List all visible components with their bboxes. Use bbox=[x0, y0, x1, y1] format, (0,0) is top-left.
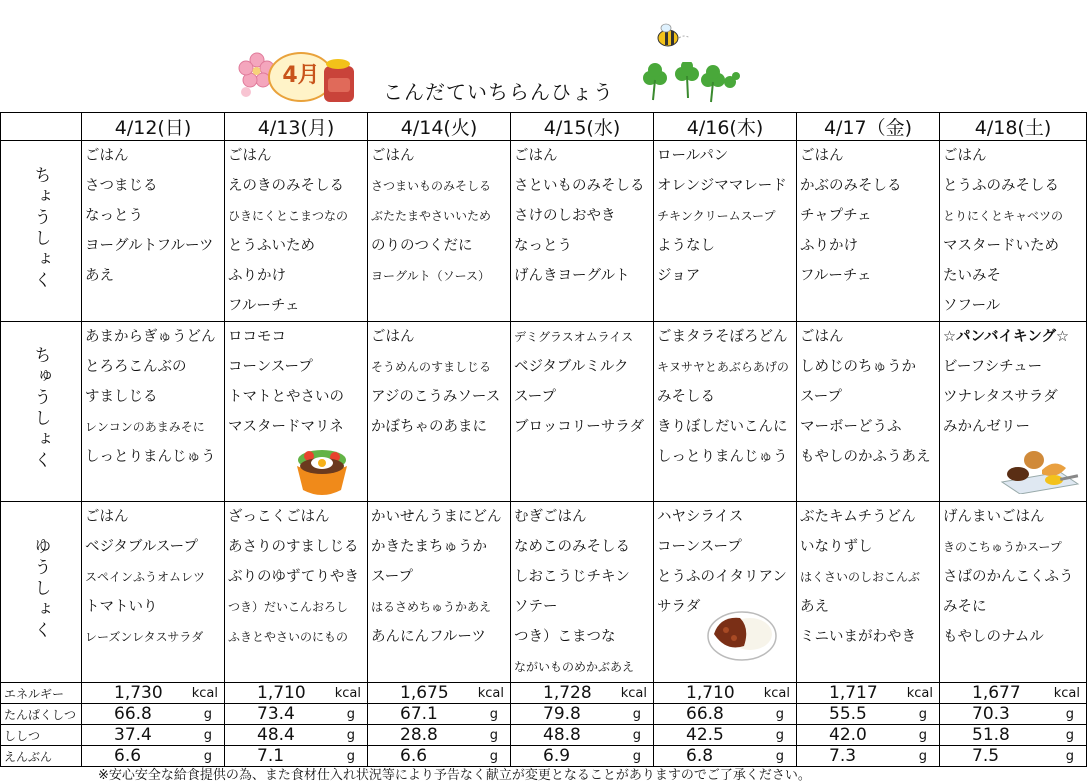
menu-item: みそしる bbox=[657, 389, 715, 405]
menu-item: なっとう bbox=[514, 238, 572, 254]
menu-item: ごはん bbox=[943, 148, 987, 164]
nutrition-cell: 79.8 g bbox=[511, 704, 654, 725]
menu-item: フルーチェ bbox=[800, 268, 872, 284]
nutrition-cell: 6.9 g bbox=[511, 746, 654, 767]
meal-cell bbox=[654, 322, 797, 502]
menu-item: ビーフシチュー bbox=[943, 359, 1043, 375]
menu-item: むぎごはん bbox=[514, 509, 587, 525]
menu-item: しおこうじチキン bbox=[514, 569, 630, 585]
menu-item: ☆パンバイキング☆ bbox=[943, 329, 1070, 345]
nutrition-cell: 6.6 g bbox=[82, 746, 225, 767]
menu-item: すましじる bbox=[85, 389, 158, 405]
menu-item: ぶたたまやさいいため bbox=[371, 209, 492, 223]
menu-item: あえ bbox=[85, 268, 114, 284]
breakfast-row bbox=[1, 141, 1087, 322]
menu-item: げんまいごはん bbox=[943, 509, 1045, 525]
day-header-row bbox=[1, 113, 1087, 141]
nutrition-row-fat bbox=[1, 725, 1087, 746]
footnote: ※安心安全な給食提供の為、また食材仕入れ状況等により予告なく献立が変更となることがありますのでご了承ください。 bbox=[98, 768, 811, 783]
nutrition-cell: 66.8 g bbox=[654, 704, 797, 725]
meal-cell bbox=[225, 502, 368, 683]
menu-item: もやしのかふうあえ bbox=[800, 449, 931, 465]
menu-item: ベジタブルスープ bbox=[85, 539, 198, 555]
menu-item: マーボーどうふ bbox=[800, 419, 902, 435]
menu-item: アジのこうみソース bbox=[371, 389, 501, 405]
menu-item: あえ bbox=[800, 599, 829, 615]
meal-cell bbox=[511, 141, 654, 322]
nutrition-cell: 1,728 kcal bbox=[511, 683, 654, 704]
meal-cell bbox=[82, 322, 225, 502]
menu-item: しっとりまんじゅう bbox=[85, 449, 216, 465]
meal-cell bbox=[368, 141, 511, 322]
menu-item: ひきにくとこまつなの bbox=[228, 209, 349, 223]
menu-item: ごはん bbox=[371, 148, 415, 164]
menu-item: はくさいのしおこんぶ bbox=[800, 570, 921, 584]
nutrition-cell: 1,710 kcal bbox=[225, 683, 368, 704]
nutrition-cell: 1,730 kcal bbox=[82, 683, 225, 704]
nutrition-cell: 37.4 g bbox=[82, 725, 225, 746]
nutrition-row-energy bbox=[1, 683, 1087, 704]
nutrition-cell: 7.1 g bbox=[225, 746, 368, 767]
day-header: 4/15(水) bbox=[511, 113, 654, 141]
corner-cell bbox=[1, 113, 82, 141]
menu-item: ロコモコ bbox=[228, 329, 286, 345]
nutrition-cell: 48.4 g bbox=[225, 725, 368, 746]
nutrition-cell: 7.3 g bbox=[797, 746, 940, 767]
backpack-icon bbox=[318, 58, 360, 104]
lunch-row bbox=[1, 322, 1087, 502]
nutrition-cell: 70.3 g bbox=[940, 704, 1087, 725]
menu-item: とうふいため bbox=[228, 238, 315, 254]
menu-item: ヨーグルトフルーツ bbox=[85, 238, 214, 254]
month-badge: 4月 bbox=[268, 52, 334, 102]
menu-item: もやしのナムル bbox=[943, 629, 1044, 645]
menu-item: あまからぎゅうどん bbox=[85, 329, 216, 345]
menu-table-wrapper bbox=[0, 112, 1087, 767]
menu-item: かぼちゃのあまに bbox=[371, 419, 487, 435]
nutrition-cell: 1,717 kcal bbox=[797, 683, 940, 704]
nutrition-cell: 42.0 g bbox=[797, 725, 940, 746]
menu-item: キヌサヤとあぶらあげの bbox=[657, 360, 789, 374]
day-header: 4/16(木) bbox=[654, 113, 797, 141]
meal-cell bbox=[940, 502, 1087, 683]
menu-item: なっとう bbox=[85, 208, 143, 224]
meal-cell bbox=[225, 322, 368, 502]
nutrition-label: たんぱくしつ bbox=[1, 704, 82, 725]
nutrition-cell: 1,675 kcal bbox=[368, 683, 511, 704]
menu-item: つき）こまつな bbox=[514, 629, 616, 645]
menu-item: そうめんのすましじる bbox=[371, 360, 492, 374]
clover-icon bbox=[636, 62, 740, 104]
meal-cell bbox=[940, 322, 1087, 502]
menu-item: ごはん bbox=[228, 148, 272, 164]
nutrition-row-protein bbox=[1, 704, 1087, 725]
menu-item: とうふのイタリアン bbox=[657, 569, 787, 585]
menu-item: ジョア bbox=[657, 268, 701, 284]
menu-item: ブロッコリーサラダ bbox=[514, 419, 645, 435]
nutrition-cell: 1,710 kcal bbox=[654, 683, 797, 704]
meal-cell bbox=[940, 141, 1087, 322]
nutrition-cell: 55.5 g bbox=[797, 704, 940, 725]
menu-item: みそに bbox=[943, 599, 987, 615]
bread-buffet-icon bbox=[998, 444, 1080, 494]
menu-item: ロールパン bbox=[657, 148, 729, 164]
nutrition-cell: 42.5 g bbox=[654, 725, 797, 746]
meal-cell bbox=[797, 502, 940, 683]
nutrition-label: ししつ bbox=[1, 725, 82, 746]
menu-item: とりにくとキャベツの bbox=[943, 209, 1064, 223]
menu-item: コーンスープ bbox=[228, 359, 313, 375]
menu-item: スープ bbox=[371, 569, 414, 585]
menu-item: ぶりのゆずてりやき bbox=[228, 569, 359, 585]
menu-item: レンコンのあまみそに bbox=[85, 420, 205, 434]
menu-item: チャプチェ bbox=[800, 208, 872, 224]
menu-item: マスタードマリネ bbox=[228, 419, 344, 435]
menu-item: さといものみそしる bbox=[514, 178, 645, 194]
meal-label-dinner: ゆうしょく bbox=[1, 502, 82, 683]
meal-cell bbox=[797, 141, 940, 322]
menu-item: ソフール bbox=[943, 298, 1001, 314]
menu-item: なめこのみそしる bbox=[514, 539, 630, 555]
menu-item: ごはん bbox=[85, 509, 129, 525]
day-header: 4/13(月) bbox=[225, 113, 368, 141]
nutrition-cell: 28.8 g bbox=[368, 725, 511, 746]
meal-cell bbox=[368, 322, 511, 502]
menu-item: ソテー bbox=[514, 599, 558, 615]
menu-item: ごはん bbox=[85, 148, 129, 164]
menu-item: トマトいり bbox=[85, 599, 158, 615]
menu-item: スープ bbox=[514, 389, 557, 405]
menu-item: さばのかんこくふう bbox=[943, 569, 1074, 585]
nutrition-cell: 51.8 g bbox=[940, 725, 1087, 746]
day-header: 4/14(火) bbox=[368, 113, 511, 141]
menu-item: ごはん bbox=[371, 329, 415, 345]
menu-item: トマトとやさいの bbox=[228, 389, 344, 405]
menu-item: レーズンレタスサラダ bbox=[85, 630, 204, 644]
day-header: 4/17（金) bbox=[797, 113, 940, 141]
menu-item: ごはん bbox=[800, 329, 844, 345]
menu-item: さつまじる bbox=[85, 178, 158, 194]
nutrition-cell: 1,677 kcal bbox=[940, 683, 1087, 704]
day-header: 4/12(日) bbox=[82, 113, 225, 141]
meal-label-breakfast: ちょうしょく bbox=[1, 141, 82, 322]
menu-item: ようなし bbox=[657, 238, 715, 254]
menu-item: しめじのちゅうか bbox=[800, 359, 916, 375]
meal-label-lunch: ちゅうしょく bbox=[1, 322, 82, 502]
day-header: 4/18(土) bbox=[940, 113, 1087, 141]
meal-cell bbox=[797, 322, 940, 502]
menu-item: ざっこくごはん bbox=[228, 509, 330, 525]
menu-item: さつまいものみそしる bbox=[371, 179, 492, 193]
meal-cell bbox=[82, 141, 225, 322]
nutrition-label: エネルギー bbox=[1, 683, 82, 704]
menu-item: きのこちゅうかスープ bbox=[943, 540, 1062, 554]
menu-item: ハヤシライス bbox=[657, 509, 744, 525]
menu-item: マスタードいため bbox=[943, 238, 1059, 254]
menu-item: ヨーグルト（ソース） bbox=[371, 269, 491, 283]
menu-item: あんにんフルーツ bbox=[371, 629, 486, 645]
menu-item: つき）だいこんおろし bbox=[228, 600, 349, 614]
nutrition-cell: 48.8 g bbox=[511, 725, 654, 746]
nutrition-cell: 6.8 g bbox=[654, 746, 797, 767]
menu-item: スープ bbox=[800, 389, 843, 405]
menu-table bbox=[0, 112, 1087, 767]
menu-item: オレンジママレード bbox=[657, 178, 787, 194]
nutrition-cell: 73.4 g bbox=[225, 704, 368, 725]
menu-item: えのきのみそしる bbox=[228, 178, 344, 194]
menu-item: のりのつくだに bbox=[371, 238, 473, 254]
menu-item: コーンスープ bbox=[657, 539, 742, 555]
menu-item: とうふのみそしる bbox=[943, 178, 1059, 194]
meal-cell bbox=[225, 141, 368, 322]
bee-icon bbox=[652, 22, 692, 52]
nutrition-cell: 7.5 g bbox=[940, 746, 1087, 767]
menu-item: サラダ bbox=[657, 599, 701, 615]
menu-item: とろろこんぶの bbox=[85, 359, 187, 375]
menu-item: かきたまちゅうか bbox=[371, 539, 487, 555]
menu-item: ごまタラそぼろどん bbox=[657, 329, 788, 345]
nutrition-cell: 6.6 g bbox=[368, 746, 511, 767]
menu-item: いなりずし bbox=[800, 539, 873, 555]
nutrition-label: えんぶん bbox=[1, 746, 82, 767]
meal-cell bbox=[654, 502, 797, 683]
menu-item: あさりのすましじる bbox=[228, 539, 359, 555]
menu-item: ごはん bbox=[800, 148, 844, 164]
menu-item: ふきとやさいのにもの bbox=[228, 630, 349, 644]
menu-item: さけのしおやき bbox=[514, 208, 616, 224]
meal-cell bbox=[368, 502, 511, 683]
locomoco-icon bbox=[293, 444, 351, 500]
menu-item: ミニいまがわやき bbox=[800, 629, 916, 645]
dinner-row bbox=[1, 502, 1087, 683]
menu-item: げんきヨーグルト bbox=[514, 268, 630, 284]
menu-item: みかんゼリー bbox=[943, 419, 1030, 435]
menu-item: フルーチェ bbox=[228, 298, 300, 314]
menu-item: ぶたキムチうどん bbox=[800, 509, 916, 525]
menu-item: スペインふうオムレツ bbox=[85, 570, 206, 584]
menu-item: ベジタブルミルク bbox=[514, 359, 629, 375]
hayashi-rice-icon bbox=[706, 606, 778, 662]
menu-item: ツナレタスサラダ bbox=[943, 389, 1058, 405]
meal-cell bbox=[654, 141, 797, 322]
menu-item: ながいものめかぶあえ bbox=[514, 660, 635, 674]
menu-item: ふりかけ bbox=[228, 268, 286, 284]
menu-item: たいみそ bbox=[943, 268, 1001, 284]
meal-cell bbox=[82, 502, 225, 683]
menu-item: かぶのみそしる bbox=[800, 178, 902, 194]
menu-item: かいせんうまにどん bbox=[371, 509, 502, 525]
header bbox=[0, 0, 1087, 112]
meal-cell bbox=[511, 502, 654, 683]
meal-cell bbox=[511, 322, 654, 502]
menu-item: はるさめちゅうかあえ bbox=[371, 600, 492, 614]
menu-item: ふりかけ bbox=[800, 238, 858, 254]
menu-item: チキンクリームスープ bbox=[657, 209, 776, 223]
menu-item: しっとりまんじゅう bbox=[657, 449, 788, 465]
menu-item: きりぼしだいこんに bbox=[657, 419, 788, 435]
menu-item: ごはん bbox=[514, 148, 558, 164]
page-title: こんだていちらんひょう bbox=[383, 80, 614, 104]
menu-item: デミグラスオムライス bbox=[514, 330, 634, 344]
nutrition-cell: 67.1 g bbox=[368, 704, 511, 725]
nutrition-cell: 66.8 g bbox=[82, 704, 225, 725]
